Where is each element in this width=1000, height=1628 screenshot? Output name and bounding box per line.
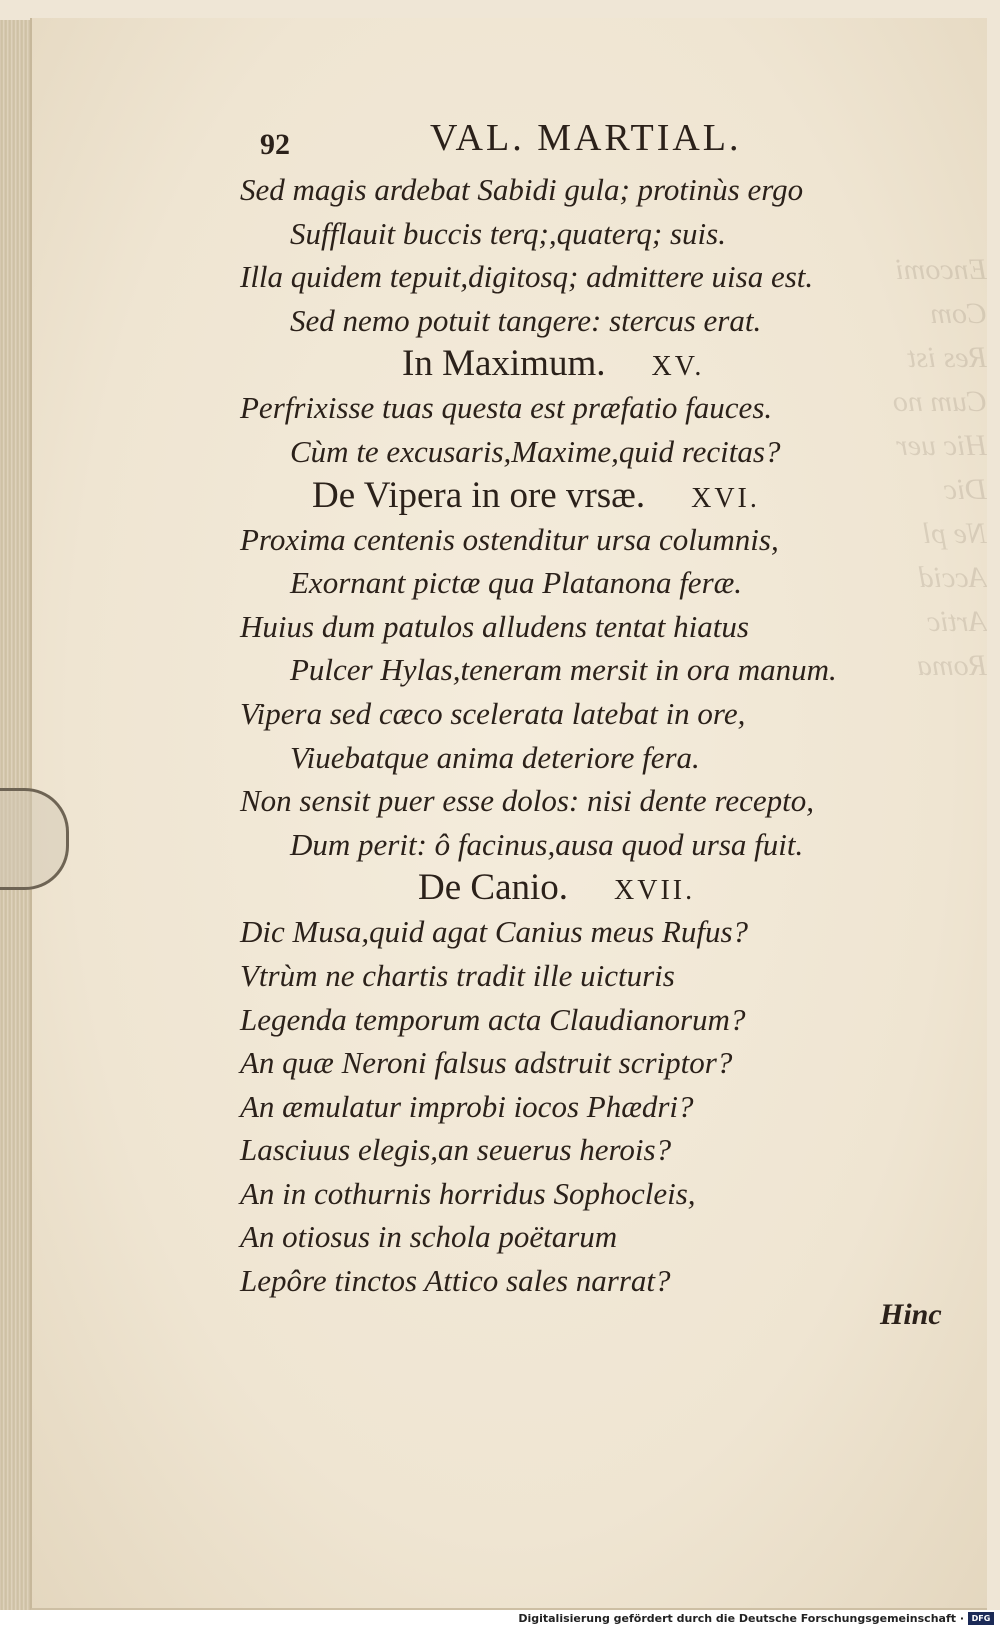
verse-line: Exornant pictæ qua Platanona feræ. — [290, 565, 743, 601]
text-block — [240, 110, 940, 1303]
page-number: 92 — [260, 128, 290, 161]
verse-line: Perfrixisse tuas questa est præfatio fauces. — [240, 390, 773, 426]
verse-line: An æmulatur improbi iocos Phædri? — [240, 1088, 694, 1124]
verse-line: Sed magis ardebat Sabidi gula; protinùs ergo — [240, 172, 804, 207]
footer-credit: Digitalisierung gefördert durch die Deutsche Forschungsgemeinschaft · — [518, 1612, 964, 1625]
verse-line: Pulcer Hylas,teneram mersit in ora manum. — [290, 652, 837, 688]
epigram-title-text: De Vipera in ore vrsæ. — [312, 474, 646, 516]
verse-line: Sufflauit buccis terq;,quaterq; suis. — [290, 215, 726, 251]
verse-line: An in cothurnis horridus Sophocleis, — [240, 1175, 696, 1211]
verse-line: Legenda temporum acta Claudianorum? — [240, 1001, 746, 1037]
epigram-title-xv — [240, 342, 940, 386]
verse-line: Non sensit puer esse dolos: nisi dente recepto, — [240, 783, 814, 819]
verse-line: Viuebatque anima deteriore fera. — [290, 739, 700, 775]
verse-line: Cùm te excusaris,Maxime,quid recitas? — [290, 433, 781, 469]
running-head: VAL. MARTIAL. — [430, 117, 742, 159]
verse-line: Proxima centenis ostenditur ursa columnis, — [240, 521, 779, 557]
verse-line: Lepôre tinctos Attico sales narrat? — [240, 1263, 671, 1299]
epigram-title-xvii — [240, 866, 940, 910]
epigram-number: XVI. — [691, 482, 760, 514]
dfg-logo-icon: DFG — [968, 1612, 994, 1625]
verse-line: An quæ Neroni falsus adstruit scriptor? — [240, 1045, 733, 1081]
verse-line: Huius dum patulos alludens tentat hiatus — [240, 608, 749, 644]
epigram-title-text: De Canio. — [418, 867, 569, 909]
catchword: Hinc — [880, 1298, 942, 1331]
verse-line: Sed nemo potuit tangere: stercus erat. — [290, 302, 762, 338]
verse-line: Illa quidem tepuit,digitosq; admittere uisa est. — [240, 259, 814, 295]
epigram-title-text: In Maximum. — [402, 343, 606, 385]
verse-line: Vtrùm ne chartis tradit ille uicturis — [240, 957, 675, 993]
verse-line: Vipera sed cæco scelerata latebat in ore, — [240, 695, 746, 731]
epigram-number: XVII. — [614, 875, 696, 907]
verse-line: An otiosus in schola poëtarum — [240, 1219, 618, 1255]
verse-line: Dum perit: ô facinus,ausa quod ursa fuit. — [290, 826, 804, 862]
page-header — [240, 110, 940, 168]
epigram-number: XV. — [651, 351, 705, 383]
digitization-footer — [0, 1610, 1000, 1628]
verse-line: Dic Musa,quid agat Canius meus Rufus? — [240, 914, 749, 950]
bleed-through-text: Encomi Com Res ist Cum no Hic uer Dic Ne pl Accid Artic Roma — [892, 253, 987, 682]
epigram-title-xvi — [240, 474, 940, 518]
verse-line: Lasciuus elegis,an seuerus herois? — [240, 1132, 672, 1168]
